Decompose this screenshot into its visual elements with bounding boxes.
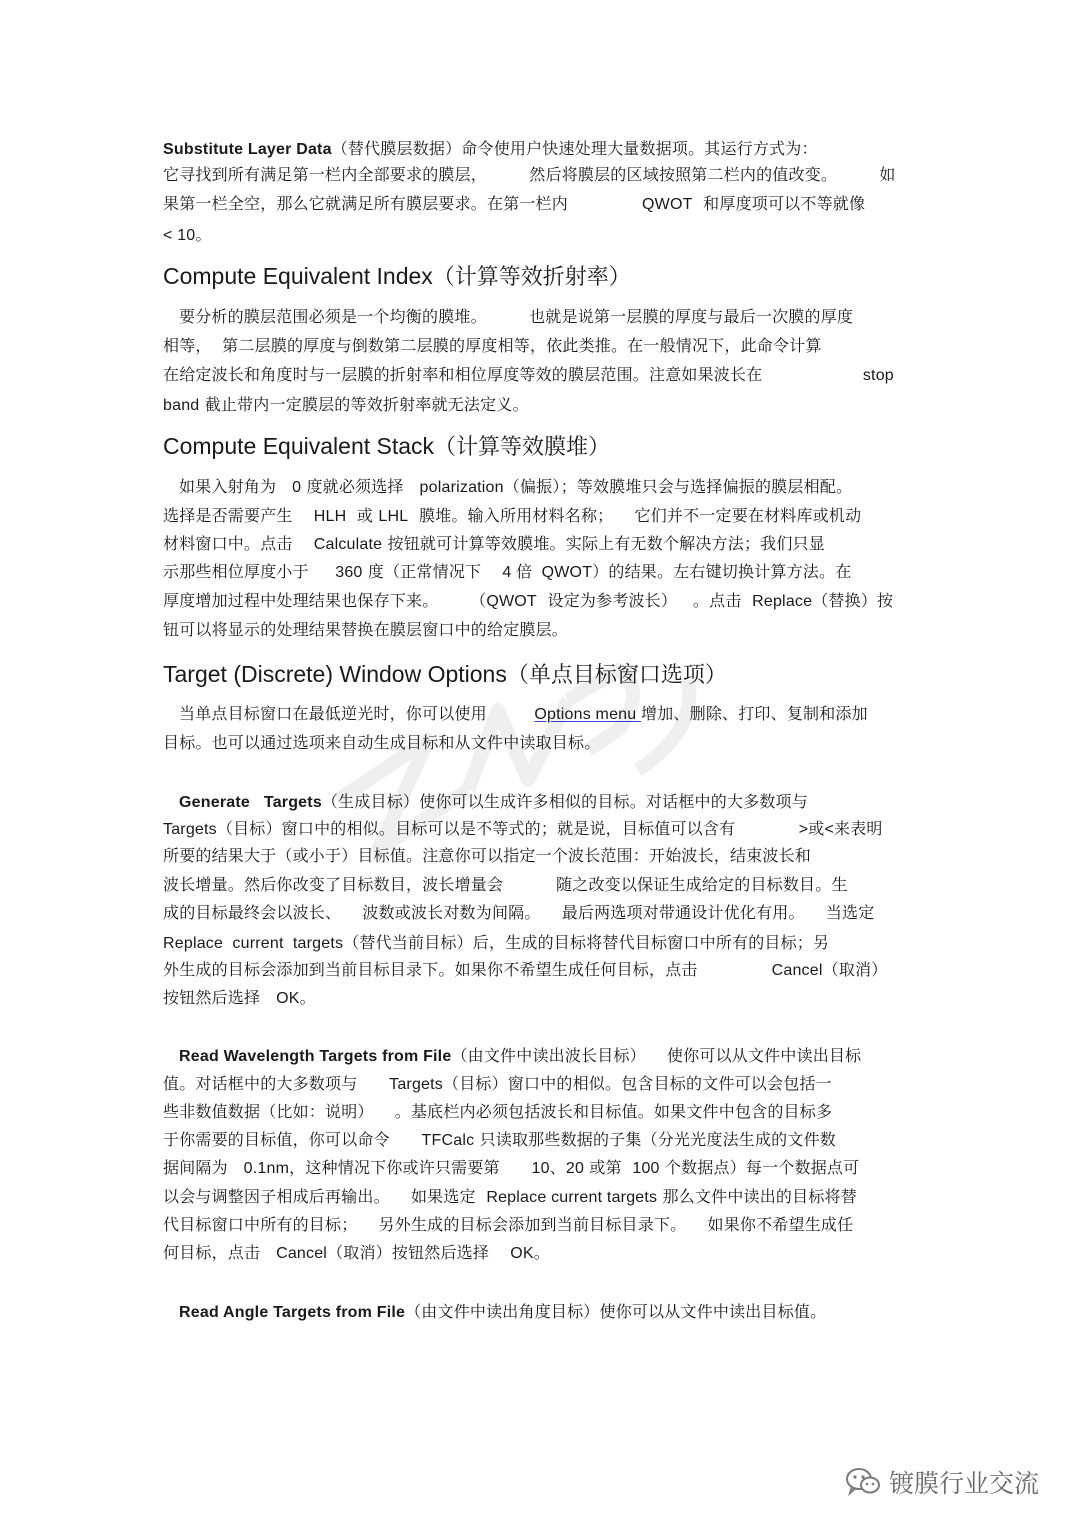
heading-compute-equivalent-stack: Compute Equivalent Stack（计算等效膜堆） [163,433,611,460]
generate-targets-term: Generate Targets [179,794,322,811]
target-line-1: 当单点目标窗口在最低逆光时，你可以使用 Options menu 增加、删除、打印、复制和添加 [179,704,868,723]
substitute-line-4: < 10。 [163,227,212,244]
readwl-line-8: 何目标，点击 Cancel（取消）按钮然后选择 OK。 [163,1243,550,1262]
readwl-line-7: 代目标窗口中所有的目标； 另外生成的目标会添加到当前目标目录下。 如果你不希望生成任 [163,1215,854,1234]
ces-line-5: 厚度增加过程中处理结果也保存下来。 （QWOT 设定为参考波长） 。点击 Replace（替换）按 [163,591,894,610]
generate-line-6: Replace current targets（替代当前目标）后，生成的目标将替代目标窗口中所有的目标；另 [163,933,830,952]
substitute-line-3: 果第一栏全空，那么它就满足所有膜层要求。在第一栏内 QWOT 和厚度项可以不等就像 [163,194,866,213]
readwl-line-4: 于你需要的目标值，你可以命令 TFCalc 只读取那些数据的子集（分光光度法生成的文件数 [163,1130,836,1149]
generate-line-3: 所要的结果大于（或小于）目标值。注意你可以指定一个波长范围：开始波长，结束波长和 [163,846,812,865]
readwl-line-5: 据间隔为 0.1nm，这种情况下你或许只需要第 10、20 或第 100 个数据点）每一个数据点可 [163,1158,860,1177]
substitute-line-1: Substitute Layer Data（替代膜层数据）命令使用户快速处理大量数据项。其运行方式为： [163,139,818,158]
options-menu-link[interactable]: Options menu [534,706,642,723]
cei-line-2: 相等， 第二层膜的厚度与倒数第二层膜的厚度相等，依此类推。在一般情况下，此命令计算 [163,336,822,355]
target-line-2: 目标。也可以通过选项来自动生成目标和从文件中读取目标。 [163,733,601,752]
readwl-line-3: 些非数值数据（比如：说明） 。基底栏内必须包括波长和目标值。如果文件中包含的目标多 [163,1102,833,1121]
generate-line-7: 外生成的目标会添加到当前目标目录下。如果你不希望生成任何目标，点击 Cancel（取消） [163,960,888,979]
readwl-line-2: 值。对话框中的大多数项与 Targets（目标）窗口中的相似。包含目标的文件可以会包括一 [163,1074,832,1093]
heading-target-window-options: Target (Discrete) Window Options（单点目标窗口选项） [163,661,727,688]
wechat-icon [845,1467,881,1497]
footer-brand [845,1462,1039,1502]
readwl-line-1: Read Wavelength Targets from File（由文件中读出波长目标） 使你可以从文件中读出目标 [179,1046,862,1065]
readang-line-1: Read Angle Targets from File（由文件中读出角度目标）使你可以从文件中读出目标值。 [179,1302,827,1321]
ces-line-1: 如果入射角为 0 度就必须选择 polarization（偏振）；等效膜堆只会与选择偏振的膜层相配。 [179,477,853,496]
heading-compute-equivalent-index: Compute Equivalent Index（计算等效折射率） [163,263,631,290]
ces-line-3: 材料窗口中。点击 Calculate 按钮就可计算等效膜堆。实际上有无数个解决方法；我们只显 [163,534,825,553]
ces-line-2: 选择是否需要产生 HLH 或 LHL 膜堆。输入所用材料名称； 它们并不一定要在材料库或机动 [163,506,862,525]
substitute-line-2: 它寻找到所有满足第一栏内全部要求的膜层， 然后将膜层的区域按照第二栏内的值改变。 如 [163,165,896,184]
substitute-term: Substitute Layer Data [163,141,332,158]
cei-line-4: band 截止带内一定膜层的等效折射率就无法定义。 [163,395,529,414]
read-angle-targets-term: Read Angle Targets from File [179,1304,406,1321]
footer-brand-name: 镀膜行业交流 [889,1469,1040,1498]
ces-line-4: 示那些相位厚度小于 360 度（正常情况下 4 倍 QWOT）的结果。左右键切换计算方法。在 [163,562,852,581]
cei-line-3: 在给定波长和角度时与一层膜的折射率和相位厚度等效的膜层范围。注意如果波长在 stop [163,365,894,384]
generate-line-5: 成的目标最终会以波长、 波数或波长对数为间隔。 最后两选项对带通设计优化有用。 当选定 [163,903,875,922]
generate-line-4: 波长增量。然后你改变了目标数目，波长增量会 随之改变以保证生成给定的目标数目。生 [163,875,848,894]
generate-line-8: 按钮然后选择 OK。 [163,988,316,1007]
read-wavelength-targets-term: Read Wavelength Targets from File [179,1048,452,1065]
cei-line-1: 要分析的膜层范围必须是一个均衡的膜堆。 也就是说第一层膜的厚度与最后一次膜的厚度 [179,307,854,326]
generate-line-2: Targets（目标）窗口中的相似。目标可以是不等式的；就是说，目标值可以含有 >或<来表明 [163,819,883,838]
ces-line-6: 钮可以将显示的处理结果替换在膜层窗口中的给定膜层。 [163,620,569,639]
generate-line-1: Generate Targets（生成目标）使你可以生成许多相似的目标。对话框中的大多数项与 [179,792,808,811]
readwl-line-6: 以会与调整因子相成后再输出。 如果选定 Replace current targets 那么文件中读出的目标将替 [163,1187,857,1206]
